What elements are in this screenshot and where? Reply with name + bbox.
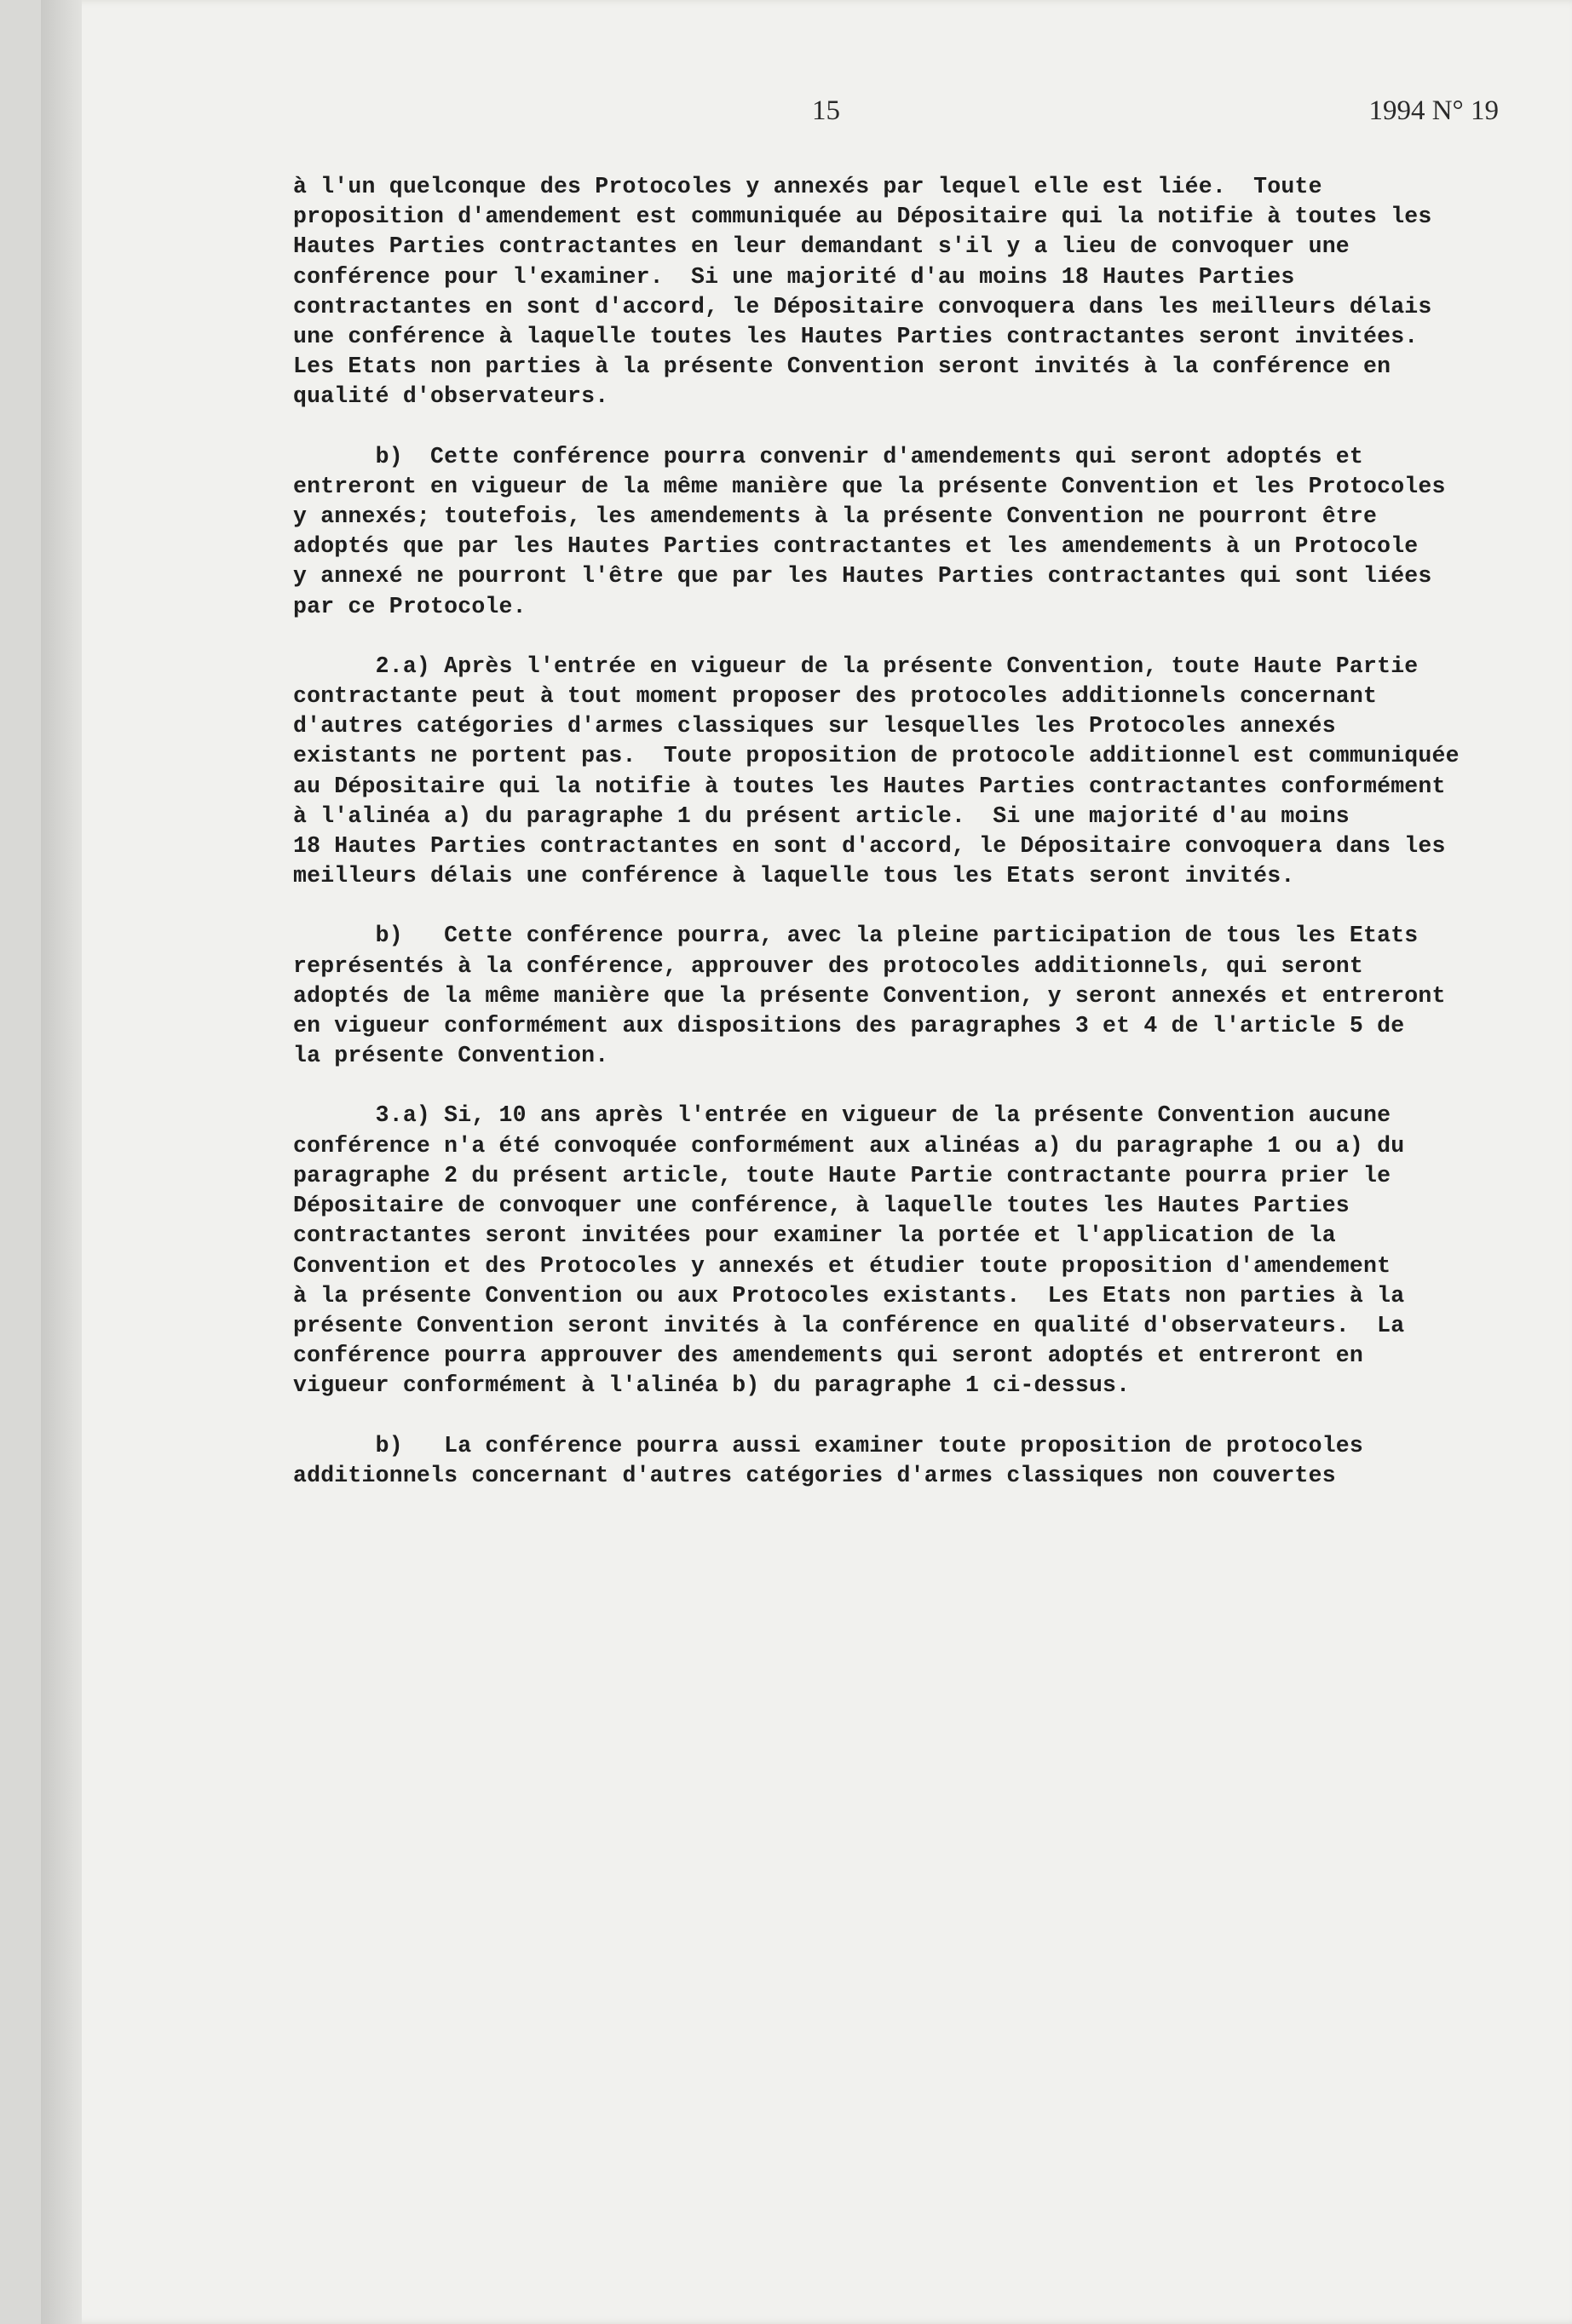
text-line: au Dépositaire qui la notifie à toutes les Hautes Parties contractantes conformément	[293, 773, 1446, 799]
text-line: par ce Protocole.	[293, 593, 527, 619]
text-line: contractante peut à tout moment proposer des protocoles additionnels concernant	[293, 683, 1378, 710]
paragraph	[293, 921, 1503, 1071]
page-number: 15	[812, 95, 840, 126]
text-line: paragraphe 2 du présent article, toute Haute Partie contractante pourra prier le	[293, 1162, 1391, 1188]
text-line: adoptés que par les Hautes Parties contractantes et les amendements à un Protocole	[293, 533, 1419, 560]
text-line: d'autres catégories d'armes classiques sur lesquelles les Protocoles annexés	[293, 713, 1336, 739]
text-line: 2.a) Après l'entrée en vigueur de la présente Convention, toute Haute Partie	[293, 653, 1419, 679]
text-line: la présente Convention.	[293, 1043, 609, 1069]
text-line: Hautes Parties contractantes en leur demandant s'il y a lieu de convoquer une	[293, 233, 1350, 260]
text-line: b) Cette conférence pourra, avec la pleine participation de tous les Etats	[293, 923, 1419, 949]
text-line: en vigueur conformément aux dispositions des paragraphes 3 et 4 de l'article 5 de	[293, 1013, 1405, 1039]
binding-gutter	[41, 0, 82, 2324]
text-line: y annexé ne pourront l'être que par les Hautes Parties contractantes qui sont liées	[293, 563, 1432, 590]
text-line: adoptés de la même manière que la présente Convention, y seront annexés et entreront	[293, 982, 1446, 1009]
text-line: représentés à la conférence, approuver des protocoles additionnels, qui seront	[293, 952, 1364, 979]
text-line: proposition d'amendement est communiquée au Dépositaire qui la notifie à toutes les	[293, 204, 1432, 230]
paragraph	[293, 652, 1503, 892]
text-line: Les Etats non parties à la présente Convention seront invités à la conférence en	[293, 354, 1391, 380]
text-line: une conférence à laquelle toutes les Hautes Parties contractantes seront invitées.	[293, 324, 1419, 350]
text-line: 3.a) Si, 10 ans après l'entrée en vigueur de la présente Convention aucune	[293, 1102, 1391, 1129]
text-line: contractantes seront invitées pour examiner la portée et l'application de la	[293, 1222, 1336, 1249]
document-body	[293, 172, 1503, 1521]
text-line: qualité d'observateurs.	[293, 383, 609, 410]
document-reference: 1994 N° 19	[1368, 95, 1499, 126]
text-line: à l'un quelconque des Protocoles y annexés par lequel elle est liée. Toute	[293, 174, 1322, 199]
text-line: b) La conférence pourra aussi examiner toute proposition de protocoles	[293, 1432, 1364, 1458]
text-line: 18 Hautes Parties contractantes en sont d'accord, le Dépositaire convoquera dans les	[293, 833, 1446, 860]
text-line: conférence pour l'examiner. Si une majorité d'au moins 18 Hautes Parties	[293, 263, 1295, 290]
text-line: entreront en vigueur de la même manière que la présente Convention et les Protocoles	[293, 473, 1446, 499]
paragraph	[293, 442, 1503, 622]
text-line: contractantes en sont d'accord, le Dépositaire convoquera dans les meilleurs délais	[293, 293, 1432, 319]
text-line: b) Cette conférence pourra convenir d'amendements qui seront adoptés et	[293, 443, 1364, 469]
text-line: additionnels concernant d'autres catégories d'armes classiques non couvertes	[293, 1462, 1336, 1488]
text-line: à l'alinéa a) du paragraphe 1 du présent article. Si une majorité d'au moins	[293, 802, 1350, 829]
text-line: vigueur conformément à l'alinéa b) du paragraphe 1 ci-dessus.	[293, 1372, 1131, 1399]
text-line: meilleurs délais une conférence à laquelle tous les Etats seront invités.	[293, 863, 1295, 889]
paragraph	[293, 172, 1503, 412]
paragraph	[293, 1431, 1503, 1491]
paragraph	[293, 1101, 1503, 1401]
text-line: à la présente Convention ou aux Protocoles existants. Les Etats non parties à la	[293, 1282, 1405, 1309]
text-line: y annexés; toutefois, les amendements à la présente Convention ne pourront être	[293, 503, 1378, 530]
text-line: conférence pourra approuver des amendements qui seront adoptés et entreront en	[293, 1343, 1364, 1369]
text-line: présente Convention seront invités à la conférence en qualité d'observateurs. La	[293, 1312, 1405, 1338]
text-line: Convention et des Protocoles y annexés et étudier toute proposition d'amendement	[293, 1252, 1391, 1279]
page-header	[0, 95, 1572, 138]
text-line: conférence n'a été convoquée conformément aux alinéas a) du paragraphe 1 ou a) du	[293, 1132, 1405, 1159]
text-line: Dépositaire de convoquer une conférence, à laquelle toutes les Hautes Parties	[293, 1193, 1350, 1219]
text-line: existants ne portent pas. Toute proposition de protocole additionnel est communiquée	[293, 743, 1460, 769]
